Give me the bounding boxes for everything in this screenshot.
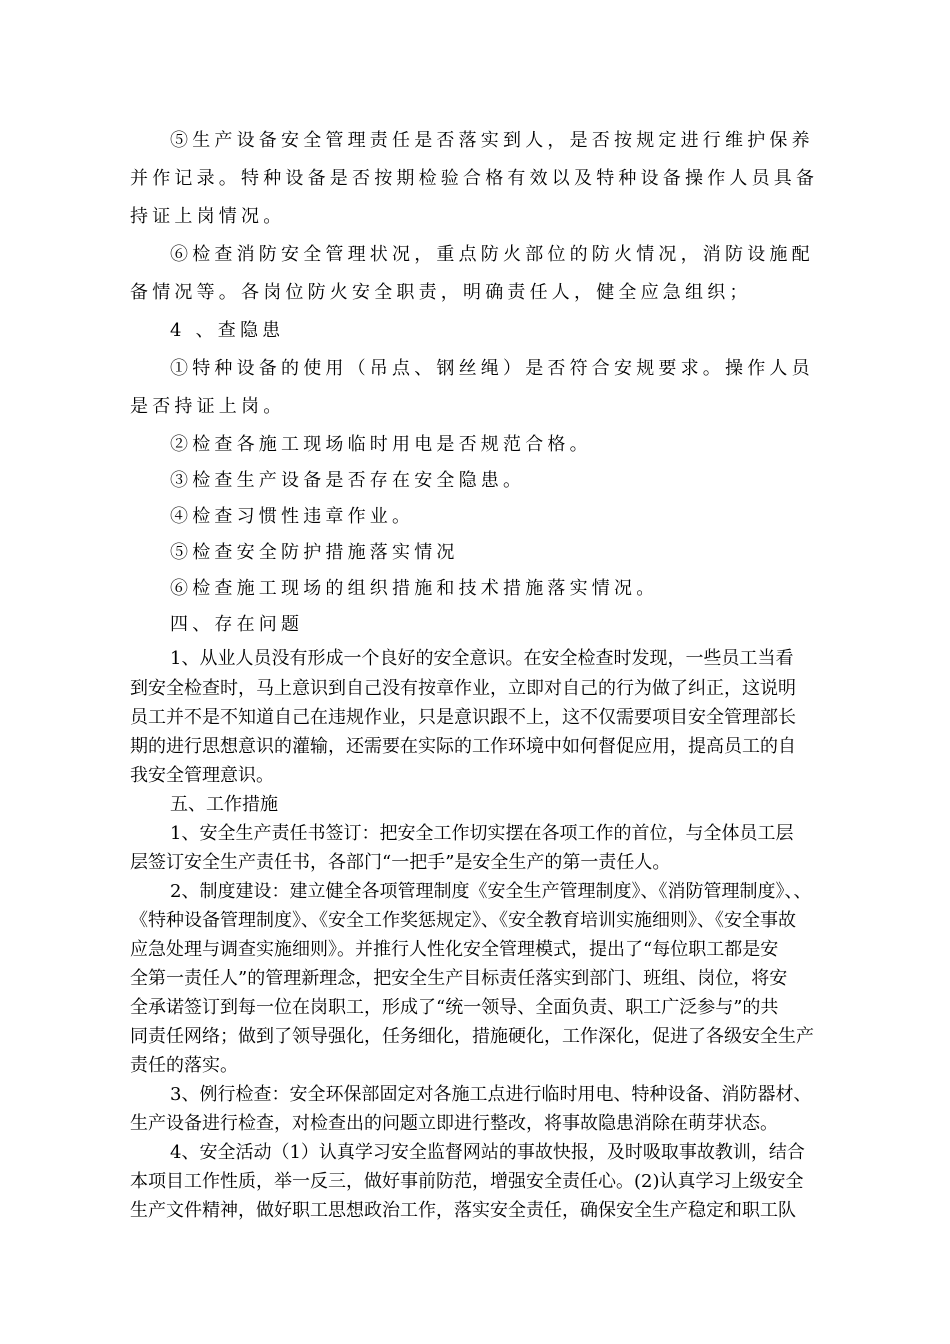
paragraph-line: ①特种设备的使用（吊点、钢丝绳）是否符合安规要求。操作人员 — [170, 358, 814, 379]
paragraph-line: 员工并不是不知道自己在违规作业，只是意识跟不上，这不仅需要项目安全管理部长 — [130, 707, 796, 728]
list-item: ⑥检查施工现场的组织措施和技术措施落实情况。 — [170, 578, 659, 599]
paragraph-line: 生产文件精神，做好职工思想政治工作，落实安全责任，确保安全生产稳定和职工队 — [130, 1200, 796, 1221]
paragraph-line: 生产设备进行检查，对检查出的问题立即进行整改，将事故隐患消除在萌芽状态。 — [130, 1113, 778, 1134]
paragraph-line: 4、安全活动（1）认真学习安全监督网站的事故快报，及时吸取事故教训，结合 — [170, 1142, 805, 1163]
section-heading: 五、工作措施 — [170, 794, 278, 815]
paragraph-line: 期的进行思想意识的灌输，还需要在实际的工作环境中如何督促应用，提高员工的自 — [130, 736, 796, 757]
section-heading: 4 、查隐患 — [170, 320, 285, 341]
paragraph-line: 责任的落实。 — [130, 1055, 238, 1076]
paragraph-line: 1、从业人员没有形成一个良好的安全意识。在安全检查时发现，一些员工当看 — [170, 648, 794, 669]
list-item: ④检查习惯性违章作业。 — [170, 506, 415, 527]
paragraph-line: 层签订安全生产责任书，各部门“一把手”是安全生产的第一责任人。 — [130, 852, 671, 873]
paragraph-line: 并作记录。特种设备是否按期检验合格有效以及特种设备操作人员具备 — [130, 168, 819, 189]
paragraph-line: 同责任网络；做到了领导强化，任务细化，措施硬化，工作深化，促进了各级安全生产 — [130, 1026, 814, 1047]
paragraph-line: 本项目工作性质，举一反三，做好事前防范，增强安全责任心。(2)认真学习上级安全 — [130, 1171, 804, 1192]
paragraph-line: 备情况等。各岗位防火安全职责，明确责任人，健全应急组织； — [130, 282, 752, 303]
paragraph-line: 1、安全生产责任书签订：把安全工作切实摆在各项工作的首位，与全体员工层 — [170, 823, 794, 844]
list-item: ⑤检查安全防护措施落实情况 — [170, 542, 459, 563]
paragraph-line: 持证上岗情况。 — [130, 206, 286, 227]
paragraph-line: 《特种设备管理制度》、《安全工作奖惩规定》、《安全教育培训实施细则》、《安全事故 — [130, 910, 796, 931]
paragraph-line: 我安全管理意识。 — [130, 765, 274, 786]
paragraph-line: 应急处理与调查实施细则》。并推行人性化安全管理模式，提出了“每位职工都是安 — [130, 939, 779, 960]
list-item: ③检查生产设备是否存在安全隐患。 — [170, 470, 526, 491]
paragraph-line: ⑤生产设备安全管理责任是否落实到人，是否按规定进行维护保养 — [170, 130, 814, 151]
paragraph-line: 全第一责任人”的管理新理念，把安全生产目标责任落实到部门、班组、岗位，将安 — [130, 968, 788, 989]
paragraph-line: 全承诺签订到每一位在岗职工，形成了“统一领导、全面负责、职工广泛参与”的共 — [130, 997, 779, 1018]
paragraph-line: 3、例行检查：安全环保部固定对各施工点进行临时用电、特种设备、消防器材、 — [170, 1084, 812, 1105]
paragraph-line: 到安全检查时，马上意识到自己没有按章作业，立即对自己的行为做了纠正，这说明 — [130, 678, 796, 699]
section-heading: 四、存在问题 — [170, 614, 304, 635]
paragraph-line: ⑥检查消防安全管理状况，重点防火部位的防火情况，消防设施配 — [170, 244, 814, 265]
paragraph-line: 是否持证上岗。 — [130, 396, 286, 417]
list-item: ②检查各施工现场临时用电是否规范合格。 — [170, 434, 592, 455]
paragraph-line: 2、制度建设：建立健全各项管理制度《安全生产管理制度》、《消防管理制度》、、 — [170, 881, 812, 902]
